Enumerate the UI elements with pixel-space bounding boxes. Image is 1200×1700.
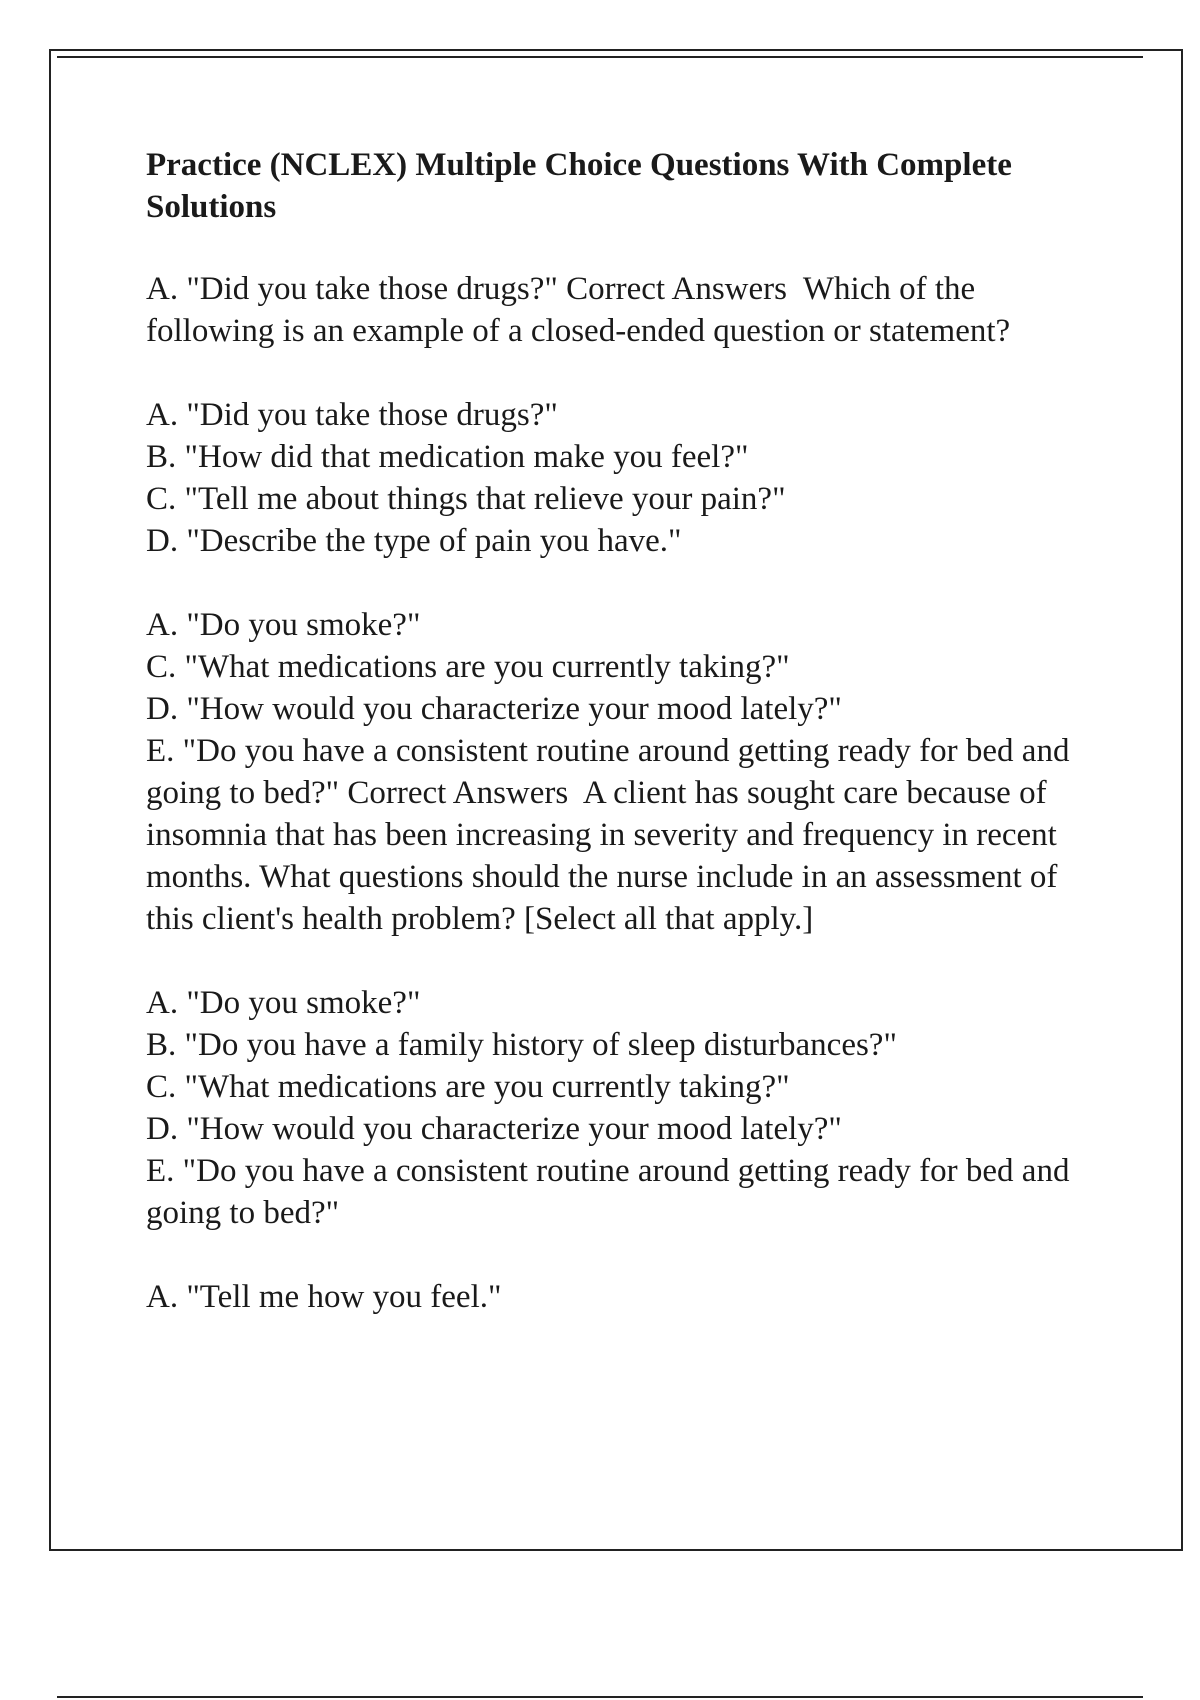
option-line: C. "What medications are you currently taking?": [146, 649, 790, 685]
option-line: B. "Do you have a family history of sleep disturbances?": [146, 1027, 897, 1063]
option-line: E. "Do you have a consistent routine around getting ready for bed and going to bed?" Correct Answers A client has sought care because of insomnia that has been increasing in severity and frequency in recent months. What questions should the nurse include in an assessment of this client's health problem? [Select all that apply.]: [146, 733, 1078, 937]
option-line: A. "Tell me how you feel.": [146, 1279, 502, 1315]
option-line: A. "Do you smoke?": [146, 985, 421, 1021]
option-line: E. "Do you have a consistent routine around getting ready for bed and going to bed?": [146, 1153, 1078, 1231]
answer-options-block: [146, 982, 1086, 1234]
answer-options-block: [146, 394, 1086, 562]
question-block: [146, 604, 1086, 940]
text-line: A. "Did you take those drugs?" Correct Answers Which of the following is an example of a closed-ended question or statement?: [146, 271, 1011, 349]
option-line: C. "What medications are you currently taking?": [146, 1069, 790, 1105]
document-content: [146, 144, 1086, 1360]
option-line: D. "How would you characterize your mood lately?": [146, 1111, 842, 1147]
option-line: C. "Tell me about things that relieve your pain?": [146, 481, 786, 517]
option-line: D. "Describe the type of pain you have.": [146, 523, 682, 559]
option-line: B. "How did that medication make you feel?": [146, 439, 749, 475]
option-line: D. "How would you characterize your mood lately?": [146, 691, 842, 727]
option-line: A. "Did you take those drugs?": [146, 397, 558, 433]
option-line: A. "Do you smoke?": [146, 607, 421, 643]
bottom-rule: [57, 1696, 1143, 1698]
question-block: [146, 268, 1086, 352]
answer-options-block: [146, 1276, 1086, 1318]
document-title: Practice (NCLEX) Multiple Choice Questions With Complete Solutions: [146, 147, 1012, 225]
